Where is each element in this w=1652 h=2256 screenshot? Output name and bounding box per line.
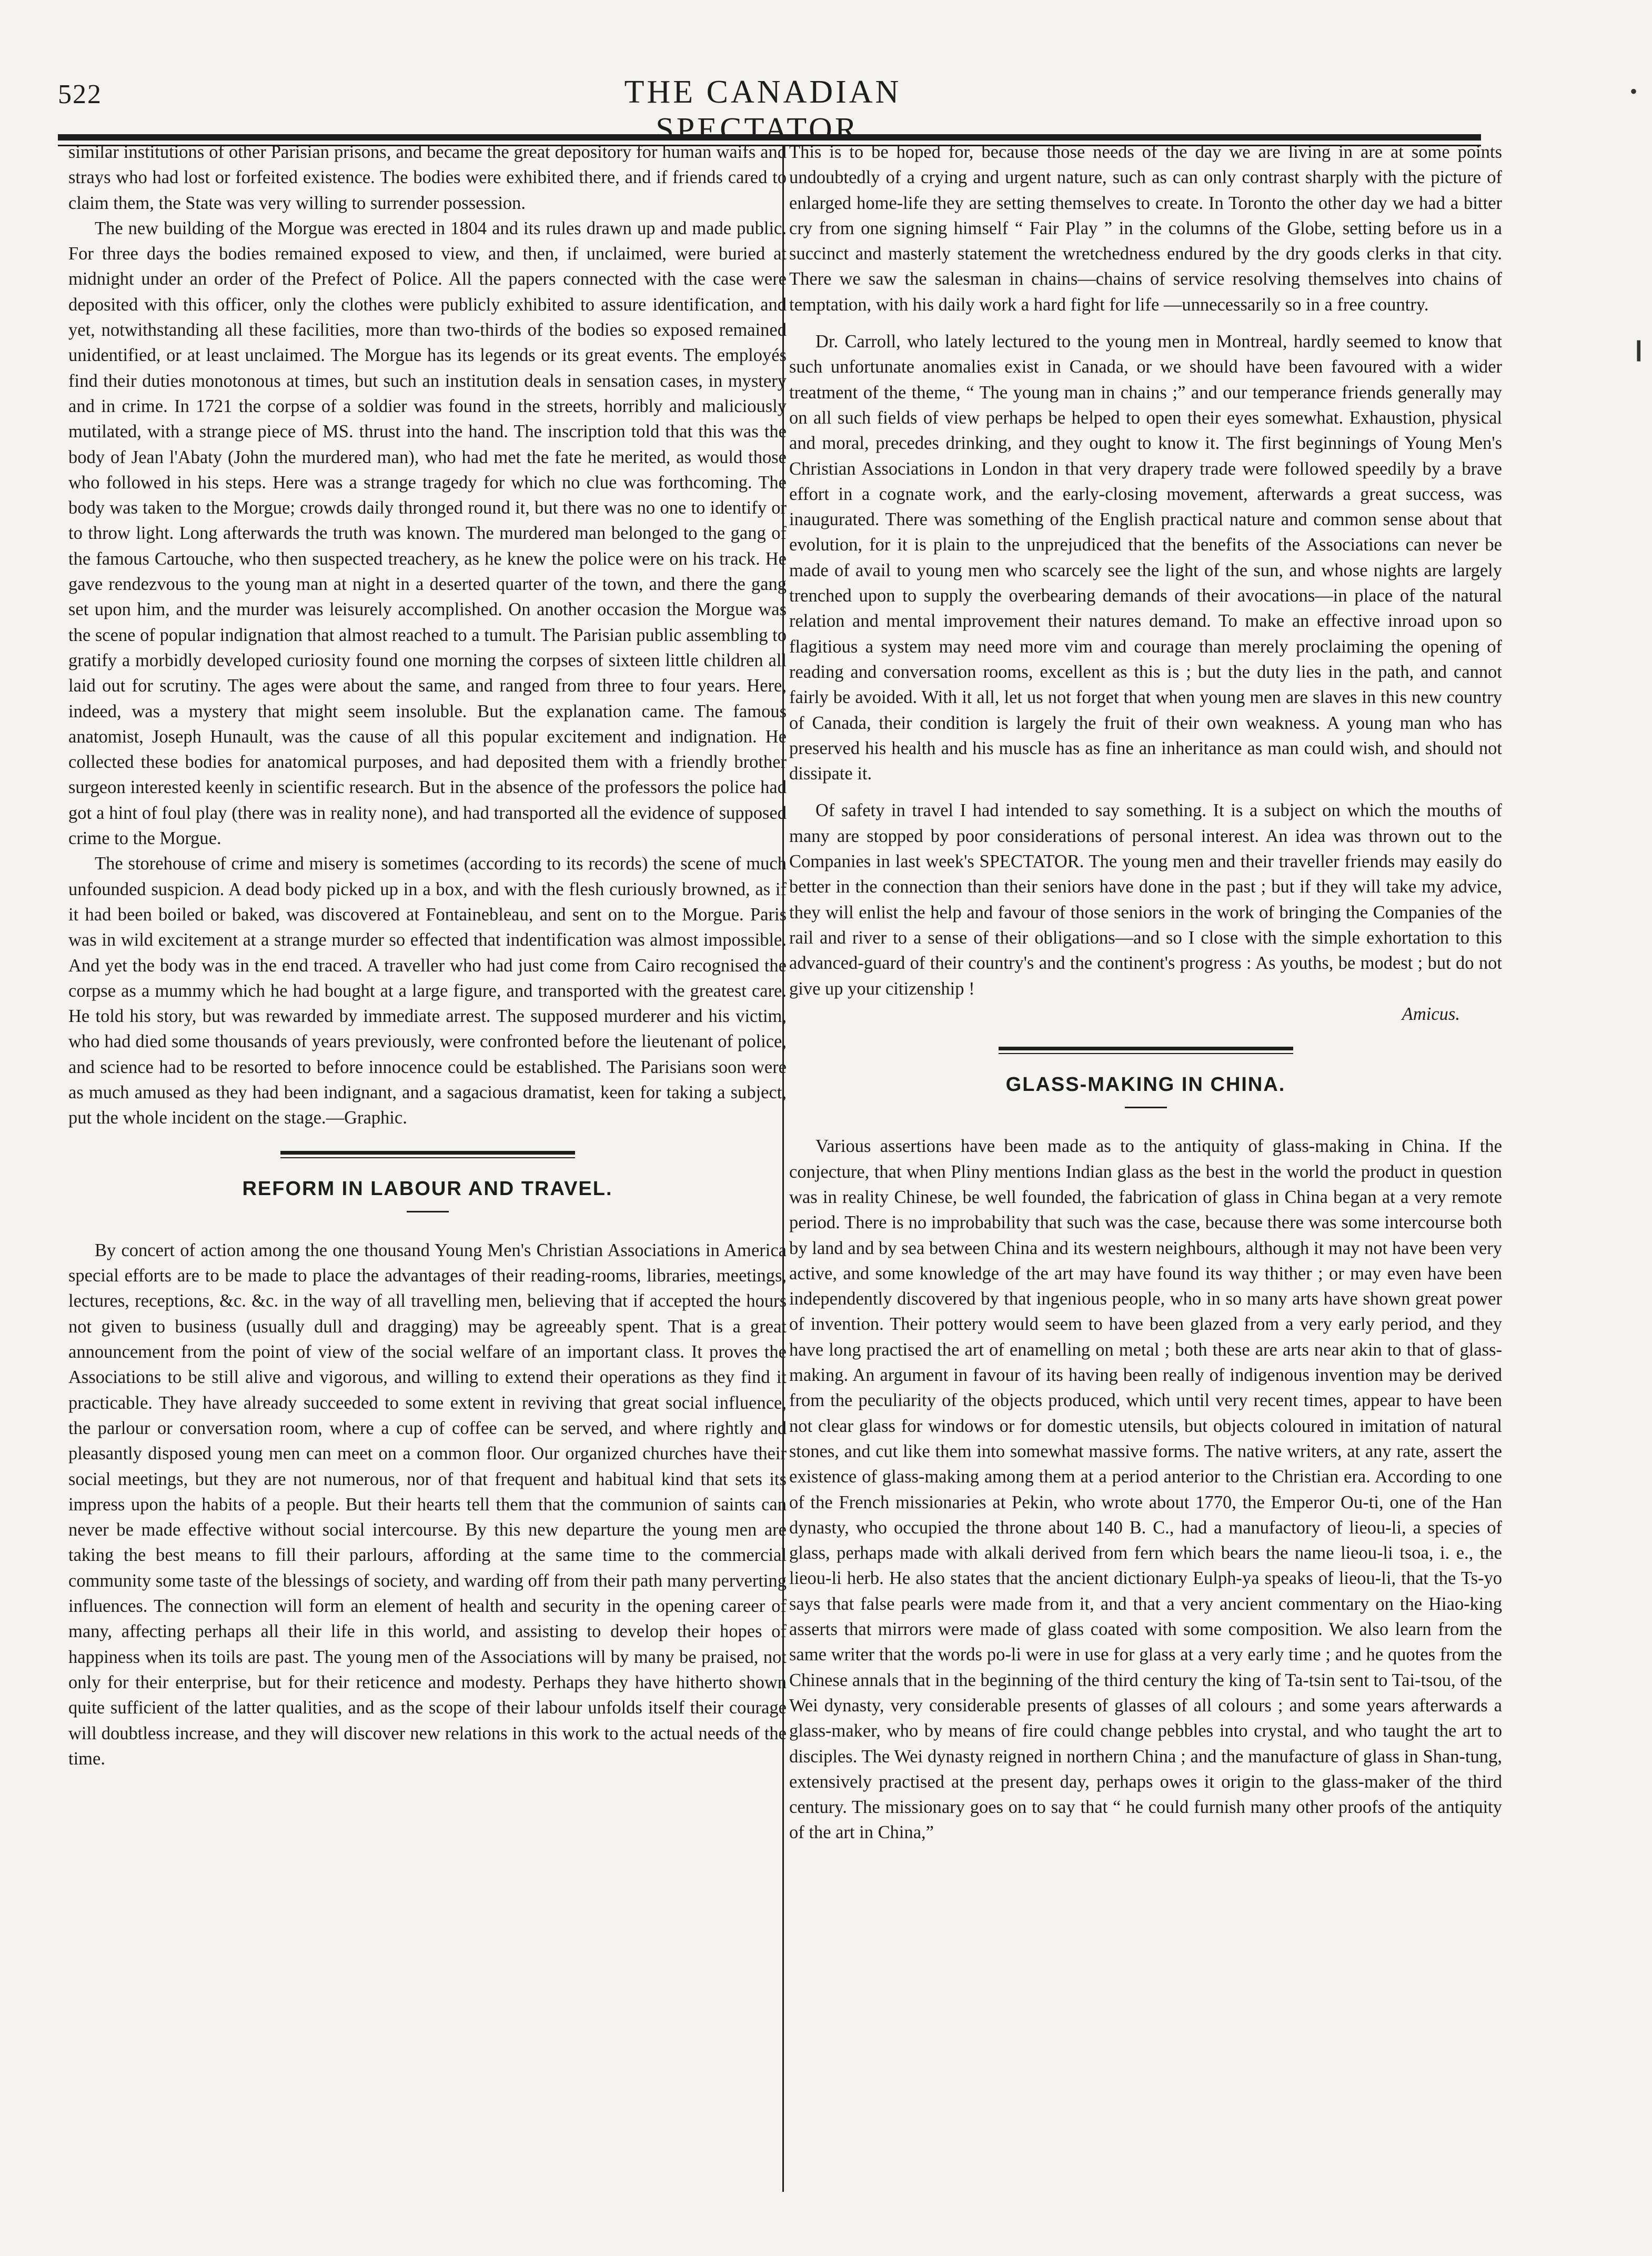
heading-underline [1125, 1107, 1167, 1108]
morgue-paragraph: The storehouse of crime and misery is sometimes (according to its records) the scene of much unfounded suspicion. A dead body picked up in a box, and with the flesh curiously browned, as if it had been boiled or baked, was discovered at Fontainebleau, and sent on to the Morgue. Paris was in wild excitement at a strange murder so effected that indentification was almost impossible. And yet the body was in the end traced. A traveller who had just come from Cairo recognised the corpse as a mummy which he had bought at a large figure, and transported with the greatest care. He told his story, but was rewarded by immediate arrest. The supposed murderer and his victim, who had died some thousands of years previously, were confronted before the lieutenant of police, and science had to be resorted to before innocence could be established. The Parisians soon were as much amused as they had been indignant, and a sagacious dramatist, keen for taking a subject, put the whole incident on the stage.—Graphic. [68, 854, 787, 1128]
glass-paragraph: Various assertions have been made as to the antiquity of glass-making in China. If the conjecture, that when Pliny mentions Indian glass as the best in the world the product in question was in reality Chinese, be well founded, the fabrication of glass in China began at a very remote period. There is no improbability that such was the case, because there was some intercourse both by land and by sea between China and its western neighbours, although it may not have been very active, and some knowledge of the art may have found its way thither ; or may even have been independently discovered by that ingenious people, who in so many arts have shown great power of invention. Their pottery would seem to have been glazed from a very early period, and they have long practised the art of enamelling on metal ; both these are arts near akin to that of glass-making. An argument in favour of its having been really of indigenous invention may be derived from the peculiarity of the objects produced, which until very recent times, appear to have been not clear glass for windows or for domestic utensils, but objects coloured in imitation of natural stones, and cut like them into somewhat massive forms. The native writers, at any rate, assert the existence of glass-making among them at a period anterior to the Christian era. According to one of the French missionaries at Pekin, who wrote about 1770, the Emperor Ou-ti, one of the Han dynasty, who occupied the throne about 140 B. C., had a manufactory of lieou-li, a species of glass, perhaps made with alkali derived from fern which bears the name lieou-li tsoa, i. e., the lieou-li herb. He also states that the ancient dictionary Eulph-ya speaks of lieou-li, that the Ts-yo says that false pearls were made from it, and that a very ancient commentary on the Hiao-king asserts that mirrors were made of glass coated with some composition. We also learn from the same writer that the words po-li were in use for glass at a very early time ; and he quotes from the Chinese annals that in the beginning of the third century the king of Ta-tsin sent to Tai-tsou, of the Wei dynasty, very considerable presents of glasses of all colours ; and some years afterwards a glass-maker, who by means of fire could change pebbles into crystal, and who taught the art to disciples. The Wei dynasty reigned in northern China ; and the manufacture of glass in Shan-tung, extensively practised at the present day, perhaps owes it origin to the glass-maker of the third century. The missionary goes on to say that “ he could furnish many other proofs of the antiquity of the art in China,” [789, 1136, 1502, 1843]
heading-underline [407, 1211, 449, 1212]
reform-continued-paragraph: Of safety in travel I had intended to say something. It is a subject on which the mouths of many are stopped by poor considerations of personal interest. An idea was thrown out to the Companies in last week's SPECTATOR. The young men and their traveller friends may easily do better in the connection than their seniors have done in the past ; but if they will take my advice, they will enlist the help and favour of those seniors in the work of bringing the Companies of the rail and river to a sense of their obligations—and so I close with the simple exhortation to this advanced-guard of their country's and the continent's progress : As youths, be modest ; but do not give up your citizenship ! [789, 800, 1502, 999]
section-divider [280, 1151, 575, 1158]
left-column [68, 139, 787, 1771]
reform-continued-paragraph: This is to be hoped for, because those needs of the day we are living in are at some points undoubtedly of a crying and urgent nature, such as can only contrast sharply with the picture of enlarged home-life they are setting themselves to create. In Toronto the other day we had a bitter cry from one signing himself “ Fair Play ” in the columns of the Globe, setting before us in a succinct and masterly statement the wretchedness endured by the dry goods clerks in that city. There we saw the salesman in chains—chains of service resolving themselves into chains of temptation, with his daily work a hard fight for life —unnecessarily so in a free country. [789, 142, 1502, 315]
edge-binding-mark: • [1630, 79, 1638, 103]
section-divider [999, 1047, 1293, 1054]
masthead-title: THE CANADIAN SPECTATOR. [624, 74, 902, 147]
reform-paragraph: By concert of action among the one thousand Young Men's Christian Associations in America special efforts are to be made to place the advantages of their reading-rooms, libraries, meetings, lectures, receptions, &c. &c. in the way of all travelling men, believing that if accepted the hours not given to business (usually dull and dragging) may be agreeably spent. That is a great announcement from the point of view of the social welfare of an important class. It proves the Associations to be still alive and vigorous, and willing to extend their operations as they find it practicable. They have already succeeded to some extent in reviving that great social influence, the parlour or conversation room, where a cup of coffee can be served, and where rightly and pleasantly disposed young men can meet on a common floor. Our organized churches have their social meetings, but they are not numerous, nor of that frequent and habitual kind that sets its impress upon the habits of a people. But their hearts tell them that the communion of saints can never be made effective without social intercourse. By this new departure the young men are taking the best means to fill their parlours, affording at the same time to the commercial community some taste of the blessings of society, and warding off from their path many perverting influences. The connection will form an element of health and security in the opening career of many, affecting perhaps all their life in this world, and assisting to develop their hopes of happiness when its toils are past. The young men of the Associations will by many be praised, not only for their enterprise, but for their reticence and modesty. Perhaps they have hitherto shown quite sufficient of the latter qualities, and as the scope of their labour unfolds itself their courage will doubtless increase, and they will discover new relations in this work to the actual needs of the time. [68, 1240, 787, 1769]
glass-heading: GLASS-MAKING IN CHINA. [1005, 1074, 1286, 1096]
right-column [789, 139, 1502, 1846]
reform-continued-paragraph: Dr. Carroll, who lately lectured to the young men in Montreal, hardly seemed to know that such unfortunate anomalies exist in Canada, or we should have been favoured with a wider treatment of the theme, “ The young man in chains ;” and our temperance friends generally may on all such fields of view perhaps be helped to open their eyes somewhat. Exhaustion, physical and moral, precedes drinking, and they ought to know it. The first beginnings of Young Men's Christian Associations in London in that very drapery trade were followed speedily by a brave effort in a cognate work, and the early-closing movement, afterwards a great success, was inaugurated. There was something of the English practical nature and common sense about that evolution, for it is plain to the unprejudiced that the benefits of the Associations can never be made of avail to young men who scarcely see the light of the sun, and whose nights are largely trenched upon to supply the overbearing demands of their avocations—in place of the natural relation and mental improvement their natures demand. To make an effective inroad upon so flagitious a system may need more vim and courage than merely proclaiming the opening of reading and conversation rooms, excellent as this is ; but the duty lies in the path, and cannot fairly be avoided. With it all, let us not forget that when young men are slaves in this new country of Canada, their condition is largely the fruit of their own weakness. A young man who has preserved his health and his muscle has as fine an inheritance as man could wish, and should not dissipate it. [789, 332, 1502, 784]
morgue-paragraph: The new building of the Morgue was erected in 1804 and its rules drawn up and made public. For three days the bodies remained exposed to view, and then, if unclaimed, were buried at midnight under an order of the Prefect of Police. All the papers connected with the case were deposited with this officer, only the clothes were publicly exhibited to assure identification, and yet, notwithstanding all these facilities, more than two-thirds of the bodies so exposed remained unidentified, or at least unclaimed. The Morgue has its legends or its great events. The employés find their duties monotonous at times, but such an institution deals in sensation cases, in mystery and in crime. In 1721 the corpse of a soldier was found in the streets, horribly and maliciously mutilated, with a strange piece of MS. thrust into the hand. The inscription told that this was the body of Jean l'Abaty (John the murdered man), who had met the fate he merited, as would those who followed in his steps. Here was a strange tragedy for which no clue was forthcoming. The body was taken to the Morgue; crowds daily thronged round it, but there was no one to identify or to throw light. Long afterwards the truth was known. The murdered man belonged to the gang of the famous Cartouche, who then suspected treachery, as he knew the police were on his track. He gave rendezvous to the young man at night in a deserted quarter of the town, and there the gang set upon him, and the murder was leisurely accomplished. On another occasion the Morgue was the scene of popular indignation that almost reached to a tumult. The Parisian public assembling to gratify a morbidly developed curiosity found one morning the corpses of sixteen little children all laid out for scrutiny. The ages were about the same, and ranged from three to four years. Here, indeed, was a mystery that might seem insoluble. But the explanation came. The famous anatomist, Joseph Hunault, was the cause of all this popular excitement and indignation. He collected these bodies for anatomical purposes, and had deposited them with a friendly brother surgeon interested keenly in scientific research. But in the absence of the professors the police had got a hint of foul play (there was in reality none), and had transported all the evidence of supposed crime to the Morgue. [68, 218, 787, 849]
page-number: 522 [58, 79, 102, 109]
reform-heading: REFORM IN LABOUR AND TRAVEL. [242, 1177, 613, 1200]
edge-binding-mark: ❙ [1630, 337, 1648, 361]
morgue-paragraph: similar institutions of other Parisian prisons, and became the great depository for human waifs and strays who had lost or forfeited existence. The bodies were exhibited there, and if friends cared to claim them, the State was very willing to surrender possession. [68, 142, 787, 213]
signature: Amicus. [1402, 1004, 1460, 1024]
